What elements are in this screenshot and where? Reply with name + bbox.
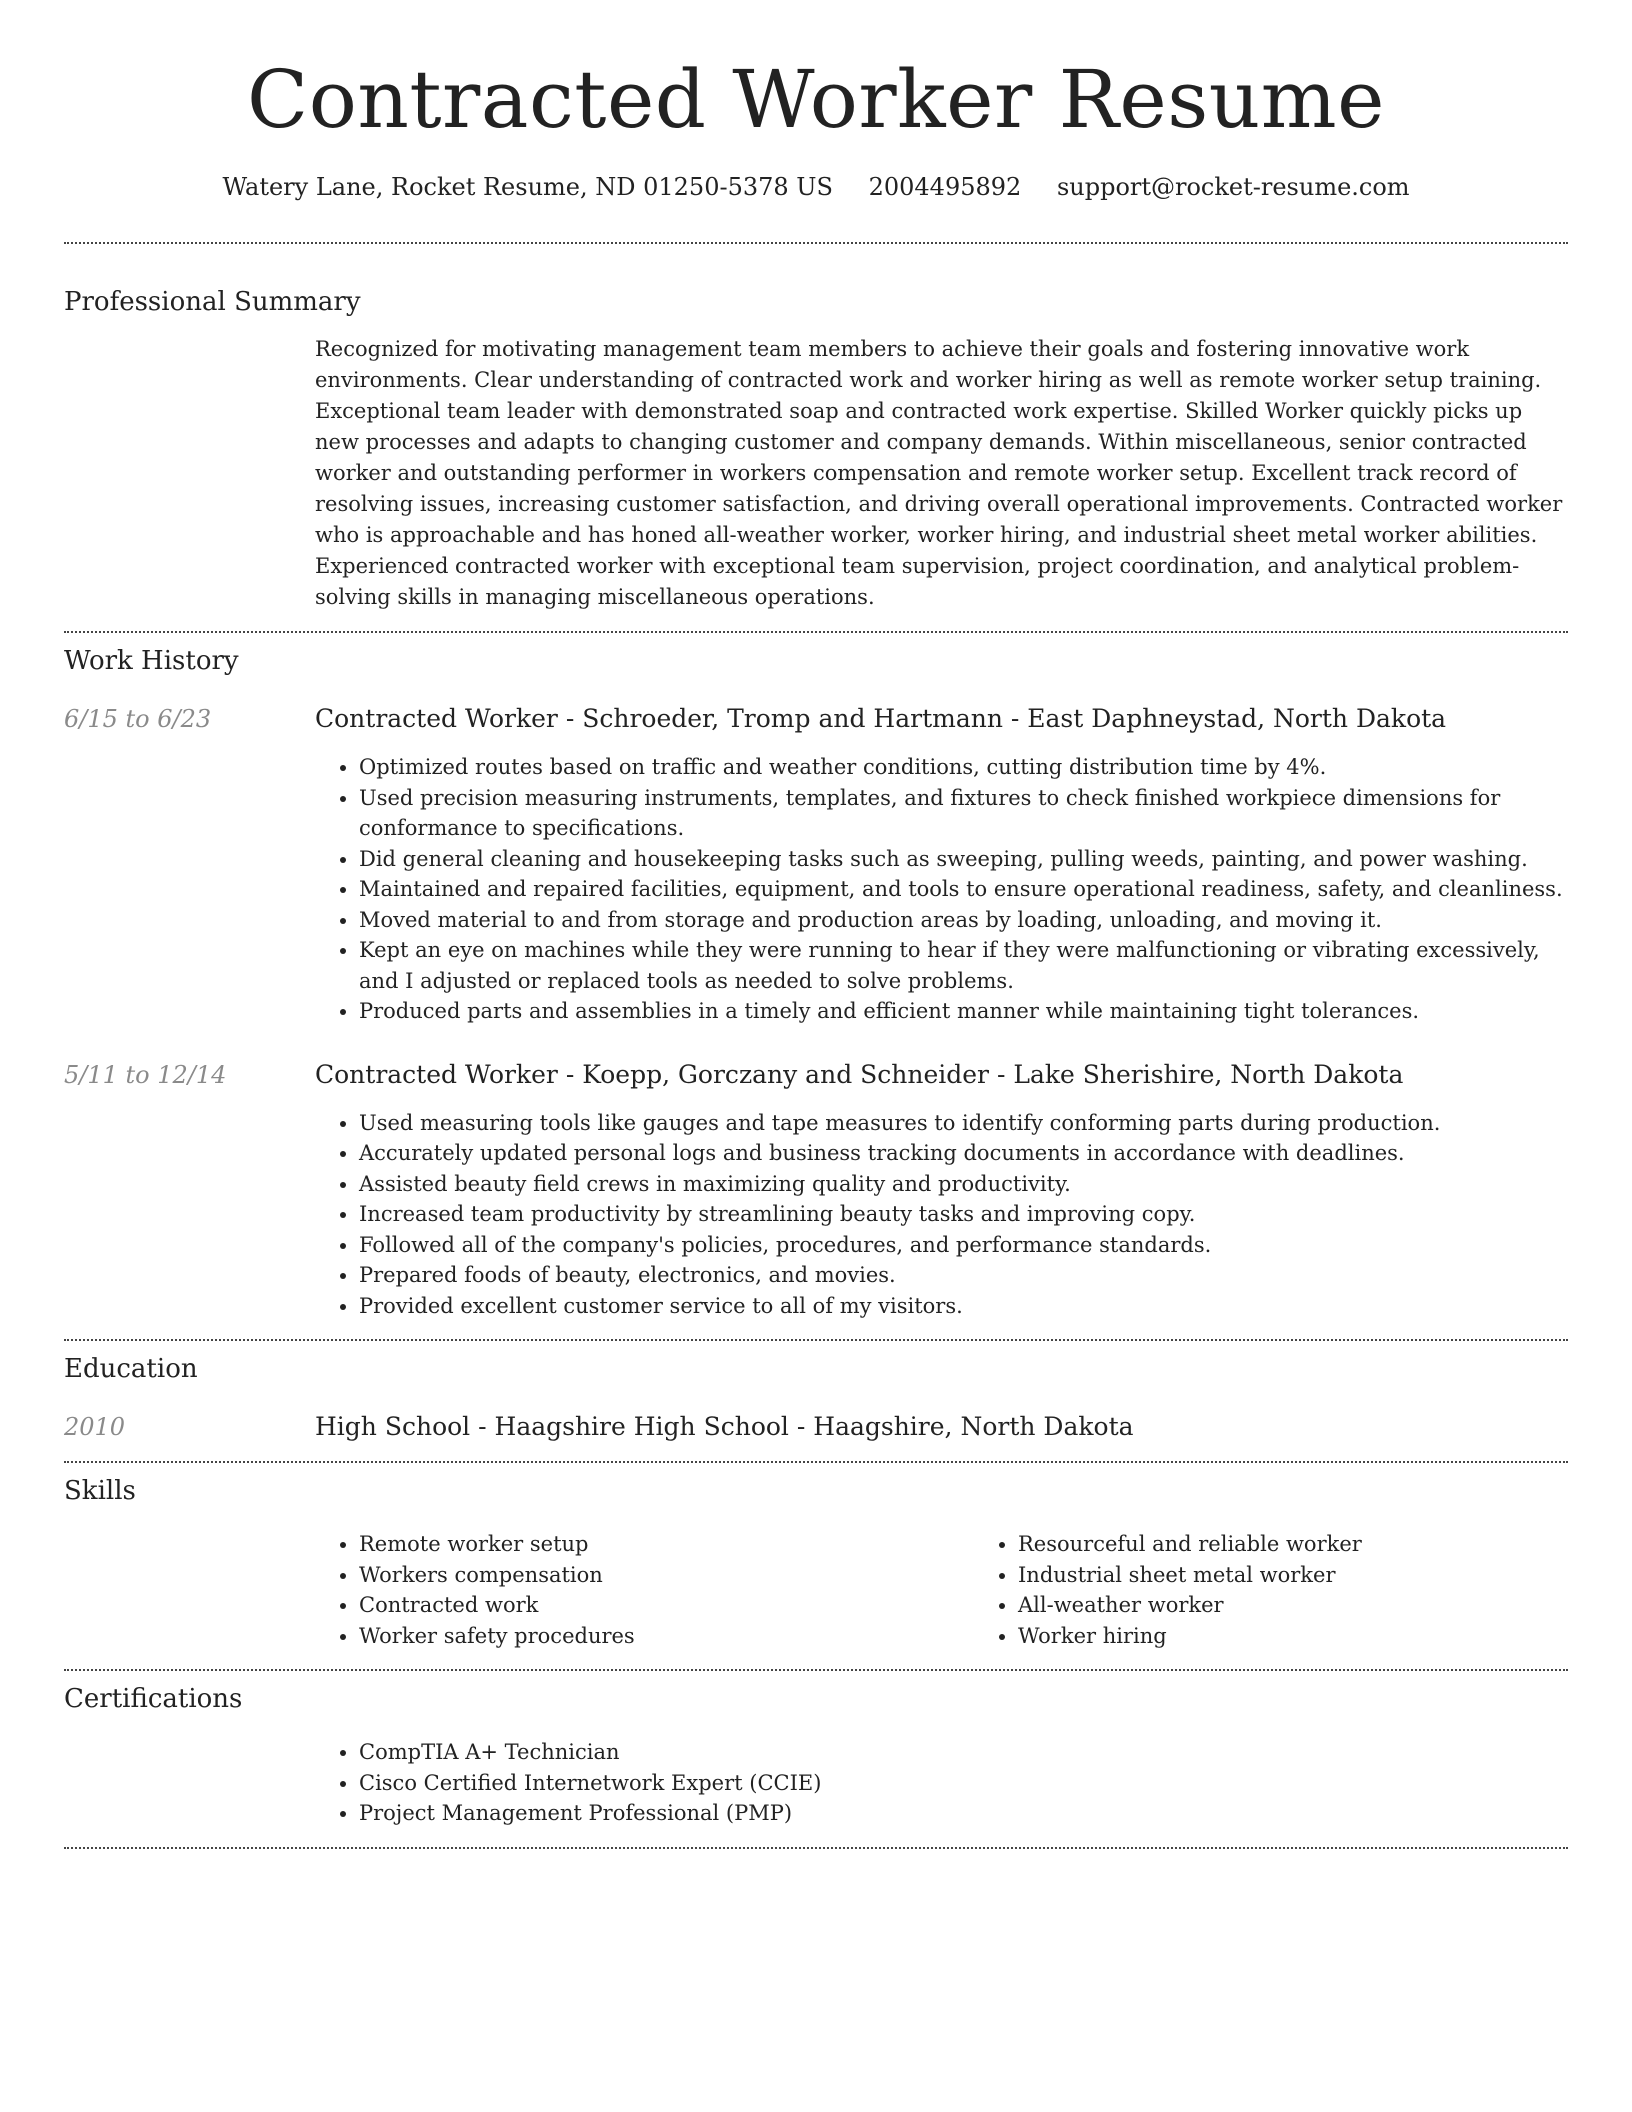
job-dates: 6/15 to 6/23	[64, 705, 212, 733]
job-bullets	[315, 752, 1568, 1027]
list-item: • Contracted work	[359, 1590, 974, 1621]
list-item: • Maintained and repaired facilities, equipment, and tools to ensure operational readiness, safety, and cleanliness.	[359, 874, 1568, 905]
list-item: • Followed all of the company's policies, procedures, and performance standards.	[359, 1230, 1568, 1261]
contact-address: Watery Lane, Rocket Resume, ND 01250-5378 US	[222, 173, 833, 201]
section-title-certifications: Certifications	[64, 1684, 243, 1714]
education-section	[64, 1341, 1568, 1443]
list-item: • Used precision measuring instruments, templates, and fixtures to check finished workpiece dimensions for conformance to specifications.	[359, 783, 1568, 844]
section-title-skills: Skills	[64, 1476, 136, 1506]
list-item: • Worker hiring	[1018, 1621, 1632, 1652]
list-item: • Assisted beauty field crews in maximizing quality and productivity.	[359, 1169, 1568, 1200]
certifications-list	[315, 1737, 1568, 1829]
work-section	[64, 633, 1568, 1321]
contact-phone: 2004495892	[868, 173, 1022, 201]
job-title: Contracted Worker - Schroeder, Tromp and Hartmann - East Daphneystad, North Dakota	[315, 704, 1447, 733]
section-title-education: Education	[64, 1354, 198, 1384]
list-item: • Industrial sheet metal worker	[1018, 1560, 1632, 1591]
certifications-section	[64, 1671, 1568, 1829]
job-title: Contracted Worker - Koepp, Gorczany and Schneider - Lake Sherishire, North Dakota	[315, 1059, 1404, 1089]
contact-line	[64, 172, 1568, 202]
summary-spacer	[64, 334, 315, 613]
skills-spacer	[64, 1529, 315, 1651]
section-title-work: Work History	[64, 646, 239, 676]
list-item: • Cisco Certified Internetwork Expert (CCIE)	[359, 1768, 1568, 1799]
skills-list-right	[974, 1529, 1632, 1651]
divider	[64, 1847, 1568, 1849]
summary-text: Recognized for motivating management team members to achieve their goals and fostering innovative work environments. Clear understanding of contracted work and worker hiring as well as remote worker setup training. Exceptional team leader with demonstrated soap and contracted work expertise. Skilled Worker quickly picks up new processes and adapts to changing customer and company demands. Within miscellaneous, senior contracted worker and outstanding performer in workers compensation and remote worker setup. Excellent track record of resolving issues, increasing customer satisfaction, and driving overall operational improvements. Contracted worker who is approachable and has honed all-weather worker, worker hiring, and industrial sheet metal worker abilities. Experienced contracted worker with exceptional team supervision, project coordination, and analytical problem-solving skills in managing miscellaneous operations.	[315, 337, 1563, 609]
list-item: • CompTIA A+ Technician	[359, 1737, 1568, 1768]
resume-page	[64, 0, 1568, 1849]
summary-section	[64, 244, 1568, 613]
education-entry: High School - Haagshire High School - Haagshire, North Dakota	[315, 1412, 1134, 1441]
list-item: • Accurately updated personal logs and business tracking documents in accordance with deadlines.	[359, 1138, 1568, 1169]
list-item: • Provided excellent customer service to all of my visitors.	[359, 1291, 1568, 1322]
list-item: • Used measuring tools like gauges and tape measures to identify conforming parts during production.	[359, 1108, 1568, 1139]
certifications-spacer	[64, 1737, 315, 1829]
skills-list-left	[315, 1529, 974, 1651]
list-item: • Kept an eye on machines while they were running to hear if they were malfunctioning or vibrating excessively, and I adjusted or replaced tools as needed to solve problems.	[359, 935, 1568, 996]
list-item: • Optimized routes based on traffic and weather conditions, cutting distribution time by 4%.	[359, 752, 1568, 783]
resume-title: Contracted Worker Resume	[247, 53, 1385, 146]
list-item: • Prepared foods of beauty, electronics, and movies.	[359, 1260, 1568, 1291]
list-item: • Workers compensation	[359, 1560, 974, 1591]
list-item: • Worker safety procedures	[359, 1621, 974, 1652]
job-dates: 5/11 to 12/14	[64, 1060, 227, 1089]
list-item: • Project Management Professional (PMP)	[359, 1798, 1568, 1829]
list-item: • Increased team productivity by streamlining beauty tasks and improving copy.	[359, 1199, 1568, 1230]
contact-email: support@rocket-resume.com	[1056, 173, 1410, 201]
education-year: 2010	[64, 1413, 126, 1441]
list-item: • Moved material to and from storage and production areas by loading, unloading, and moving it.	[359, 905, 1568, 936]
skills-section	[64, 1463, 1568, 1651]
list-item: • All-weather worker	[1018, 1590, 1632, 1621]
job-entry	[64, 1059, 1568, 1322]
list-item: • Did general cleaning and housekeeping tasks such as sweeping, pulling weeds, painting, and power washing.	[359, 844, 1568, 875]
section-title-summary: Professional Summary	[64, 287, 361, 317]
list-item: • Remote worker setup	[359, 1529, 974, 1560]
job-bullets	[315, 1108, 1568, 1322]
list-item: • Resourceful and reliable worker	[1018, 1529, 1632, 1560]
job-entry	[64, 703, 1568, 1027]
list-item: • Produced parts and assemblies in a timely and efficient manner while maintaining tight tolerances.	[359, 996, 1568, 1027]
